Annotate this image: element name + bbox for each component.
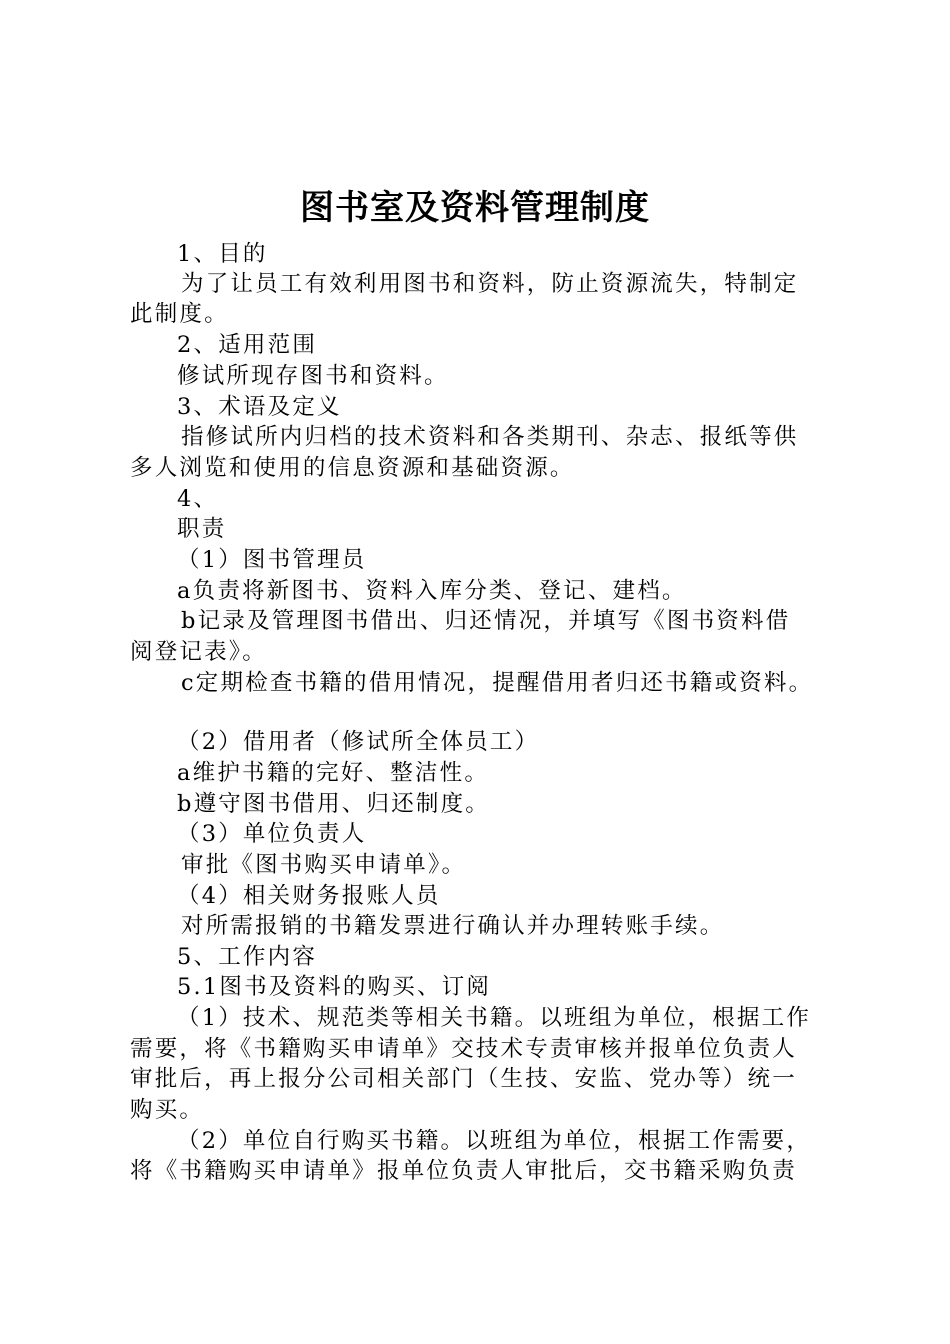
paragraph-line: 多人浏览和使用的信息资源和基础资源。 [130,455,575,481]
section-heading-scope: 2、适用范围 [177,332,318,358]
subsection-heading: （1）图书管理员 [177,547,367,573]
list-item: b记录及管理图书借出、归还情况，并填写《图书资料借 [181,608,791,634]
list-item: c定期检查书籍的借用情况，提醒借用者归还书籍或资料。 [181,670,814,696]
paragraph-line: （2）单位自行购买书籍。以班组为单位，根据工作需要， [177,1128,812,1154]
section-heading-purpose: 1、目的 [177,241,268,267]
paragraph-line: 此制度。 [130,301,229,327]
paragraph-line: 对所需报销的书籍发票进行确认并办理转账手续。 [181,913,725,939]
document-title: 图书室及资料管理制度 [300,188,650,228]
subsection-heading: （3）单位负责人 [177,821,367,847]
paragraph-line: （1）技术、规范类等相关书籍。以班组为单位，根据工作 [177,1005,812,1031]
paragraph-line: 为了让员工有效利用图书和资料，防止资源流失，特制定 [181,271,799,297]
list-item: a维护书籍的完好、整洁性。 [177,760,490,786]
list-item: a负责将新图书、资料入库分类、登记、建档。 [177,578,687,604]
section-number: 4、 [177,486,219,512]
subsection-heading: 5.1图书及资料的购买、订阅 [177,974,492,1000]
paragraph-line: 购买。 [130,1097,205,1123]
section-heading-terms: 3、术语及定义 [177,394,342,420]
paragraph-line: 阅登记表》。 [130,639,267,665]
paragraph-line: 修试所现存图书和资料。 [177,363,449,389]
list-item: b遵守图书借用、归还制度。 [177,791,491,817]
section-heading-duties: 职责 [177,516,227,542]
subsection-heading: （4）相关财务报账人员 [177,883,441,909]
section-heading-work: 5、工作内容 [177,944,318,970]
paragraph-line: 需要，将《书籍购买申请单》交技术专责审核并报单位负责人 [130,1036,797,1062]
paragraph-line: 审批后，再上报分公司相关部门（生技、安监、党办等）统一 [130,1066,797,1092]
paragraph-line: 指修试所内归档的技术资料和各类期刊、杂志、报纸等供 [181,424,799,450]
paragraph-line: 审批《图书购买申请单》。 [181,852,467,878]
paragraph-line: 将《书籍购买申请单》报单位负责人审批后，交书籍采购负责 [130,1158,797,1184]
subsection-heading: （2）借用者（修试所全体员工） [177,729,540,755]
